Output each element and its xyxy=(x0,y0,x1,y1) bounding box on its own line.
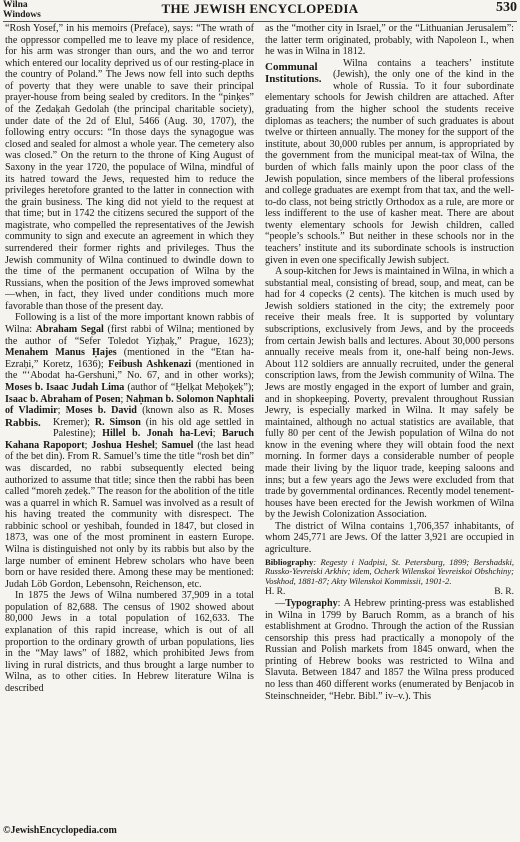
margin-heading-rabbis: Rabbis. xyxy=(5,416,41,429)
teachers-institute-text: Wilna contains a teachers’ institute (Jewish), the only one of the kind in the whole of Russia. To it four subordinate elementary schools for Jewish children are attached. After graduating from the higher school the students receive diplomas as teachers; the number of such graduates is about twelve or thirteen annually. The money for the support of the institute, about 30,000 rubles per annum, is appropriated by the government from the municipal meat-tax of Wilna, the burden of which falls mainly upon the poor class of the Jewish population, since members of the liberal professions and college graduates are exempt from that tax, and the well-to-do class, not being strictly Orthodox as a rule, are more or less indifferent to the use of kasher meat. There are about twenty elementary schools for Jewish children, called “people’s schools.” But neither in these schools nor in the teachers’ institute and its subordinate schools is instruction given in even one specifically Jewish subject. xyxy=(265,57,514,266)
rabbi-name: R. Simson xyxy=(94,416,141,428)
left-paragraph-3: In 1875 the Jews of Wilna numbered 37,909 in a total population of 82,688. The census of 1902 showed about 80,000 Jews in a total population of 162,633. The explanation of this rapid increase, which is out of all proportion to the ordinary growth of urban populations, lies in the “May laws” of 1882, which prohibited Jews from living in rural districts, and thus brought a large number to Wilna, as to other cities. In Hebrew literature Wilna is described xyxy=(5,590,254,694)
rabbis-list-paragraph xyxy=(5,312,254,590)
bibliography-text: : Regesty i Nadpisi, St. Petersburg, 1899; Bershadski, Russko-Yevreiski Arkhiv; idem, Ocherk Wilenskoi Yevreiskoi Obshchiny; Voskhod, 1881-87; Akty Wilenskoi Kommissii, 1901-2. xyxy=(265,556,514,587)
rabbi-separator: ; xyxy=(154,439,162,451)
typography-label: Typography xyxy=(285,597,338,609)
rabbi-note: (mentioned in the “Etan ha-Ezraḥi,” Koretz, 1636); xyxy=(5,347,254,370)
publication-title: THE JEWISH ENCYCLOPEDIA xyxy=(161,1,359,16)
signature-left: H. R. xyxy=(265,586,286,597)
rabbi-separator: ; xyxy=(120,393,126,405)
rabbi-separator: ; xyxy=(84,439,92,451)
left-paragraph-1: “Rosh Yosef,” in his memoirs (Preface), says: “The wrath of the oppressor compelled me to leave my place of residence, for his arm was stronger than ours, and the wo and terror which entered our locality deprived us of our resting-place in the country of Poland.” The Jews now fell into such depths of poverty that they were unable to save their principal prayer-house from being sealed by creditors. In the “pinḳes” of the Ẓedaḳah Gedolah (the principal charitable society), under date of the 2d of Elul, 5466 (Aug. 30, 1707), the following entry occurs: “In those days the synagogue was closed and sealed for almost a whole year. The cemetery also was closed.” On the return to the throne of King August of Saxony in the year 1720, the populace of Wilna, mindful of its hatred toward the Jews, requested him to reduce the privileges heretofore granted to the latter in connection with the grain business. The king did not yield to the request at that time; but in 1742 the citizens secured the support of the magistrate, who compelled the representatives of the Jewish community to sign and execute an agreement in which they surrendered their former rights and privileges. Thus the Jewish community of Wilna continued to dwindle down to the time of the permanent occupation of Wilna by the Russians, when the position of the Jews improved somewhat—when, in fact, they lived under conditions much more favorable than those of the present day. xyxy=(5,23,254,312)
margin-heading-communal-institutions: Communal Institutions. xyxy=(265,60,322,86)
rabbi-name: Naḥman b. Solomon Naphtali of Vladimir xyxy=(5,393,254,417)
right-paragraph-2 xyxy=(265,58,514,266)
rabbi-note: (in his old age settled in Palestine); xyxy=(53,416,254,440)
rabbi-name: Baruch Kahana Rapoport xyxy=(5,428,254,451)
rabbi-name: Moses b. Isaac Judah Lima xyxy=(5,381,125,393)
rabbi-name: Feibush Ashkenazi xyxy=(108,358,192,370)
typography-dash: — xyxy=(275,597,286,609)
bibliography xyxy=(265,558,514,587)
rabbi-name: Samuel xyxy=(161,439,194,451)
typography-paragraph xyxy=(265,598,514,702)
right-column xyxy=(265,23,514,823)
rabbi-separator: ; xyxy=(212,428,223,440)
typography-text: : A Hebrew printing-press was established in Wilna in 1799 by Baruch Romm, as a branch of his establishment at Grodno. Through the action of the Russian censorship this press had practically a monopoly of the Russian and Polish markets from 1845 onward, when the printing of Hebrew books was restricted to Wilna and Slavuta. Between 1847 and 1857 the Wilna press produced no less than 460 different works (enumerated by Benjacob in Steinschneider, “Hebr. Bibl.” iv–v.). This xyxy=(265,597,514,702)
page-header xyxy=(0,0,520,22)
rabbis-list-intro: Following is a list of the more important known rabbis of Wilna: xyxy=(5,312,254,336)
rabbi-name: Isaac b. Abraham of Posen xyxy=(5,393,121,405)
rabbi-name: Joshua Heshel xyxy=(91,439,155,451)
rabbi-note: (known also as R. Moses Kremer); xyxy=(53,405,254,428)
page-number: 530 xyxy=(496,0,517,15)
rabbi-name: Abraham Segal xyxy=(35,324,104,336)
signature-right: B. R. xyxy=(494,586,514,597)
rabbi-name: Hillel b. Jonah ha-Levi xyxy=(102,428,213,440)
left-column xyxy=(5,23,254,823)
rabbi-note: (first rabbi of Wilna; mentioned by the author of “Sefer Toledot Yiẓḥaḳ,” Prague, 1623); xyxy=(5,324,254,347)
rabbi-name: Menahem Manus Ḥajes xyxy=(5,347,117,359)
rabbi-note: (the last head of the bet din). From R. Samuel’s time the title “rosh bet din” was discarded, no rabbi subsequently elected being authorized to assume that title; since then the rabbi has been called “moreh ẓedeḳ.” The reason for the abolition of the title was a quarrel in which R. Samuel was involved as a result of his having treated the community with disrespect. The rabbinic school or yeshibah, founded in 1847, but closed in 1873, was one of the most prominent in eastern Europe. Wilna is distinguished not only by its rabbis but also by the large number of eminent Hebrew scholars who have been born or have resided there. Among these may be mentioned: Judah Löb Gordon, Lebensohn, Reichenson, etc. xyxy=(5,439,254,590)
rabbi-note: (author of “Ḥelḳat Meḥoḳeḳ”); xyxy=(124,381,254,393)
right-paragraph-1: as the “mother city in Israel,” or the “Lithuanian Jerusalem”: the latter term originated, probably, with Napoleon I., when he was in Wilna in 1812. xyxy=(265,23,514,58)
rabbi-note: (mentioned in the “‘Abodat ha-Gershuni,” No. 67, and in other works); xyxy=(5,358,254,382)
rabbi-name: Moses b. David xyxy=(65,405,137,417)
running-head-first-word: Wilna xyxy=(3,0,28,10)
right-paragraph-4: The district of Wilna contains 1,706,357 inhabitants, of whom 245,771 are Jews. Of the latter 3,921 are occupied in agriculture. xyxy=(265,520,514,556)
rabbi-separator: ; xyxy=(57,405,66,417)
bibliography-label: Bibliography xyxy=(265,556,314,567)
right-paragraph-3: A soup-kitchen for Jews is maintained in Wilna, in which a substantial meal, consisting of bread, soup, and meat, can be had for 4 copecks (2 cents). The kitchen is much used by Jewish soldiers stationed in the city; the extremely poor receive their meals free. It is supported by voluntary subscriptions, exclusively from Jews, and by the proceeds from certain Jewish balls and lectures. About 30,000 persons annually receive meals from it, one-half being non-Jews. About 112 soldiers are annually recruited, under the general conscription laws, from the Jewish community of Wilna. The Jews are mostly engaged in the export of lumber and grain, and in shopkeeping. Poverty, prevalent throughout Russian Jewry, is especially marked in Wilna. It may safely be maintained, although no actual statistics are available, that fully 80 per cent of the Jewish population of Wilna do not know in the evening where they will obtain food the next morning. In former days a considerable number of people made their living by the liquor trade, keeping saloons and inns; but a few years ago the Jews were excluded from that trade by governmental ordinances. Recently model tenement-houses have been erected for the Jewish workmen of Wilna by the Jewish Colonization Association. xyxy=(265,266,514,521)
signature-row xyxy=(265,587,514,598)
header-rule xyxy=(3,21,517,22)
watermark: ©JewishEncyclopedia.com xyxy=(3,825,117,836)
running-head-last-word: Windows xyxy=(3,10,41,20)
